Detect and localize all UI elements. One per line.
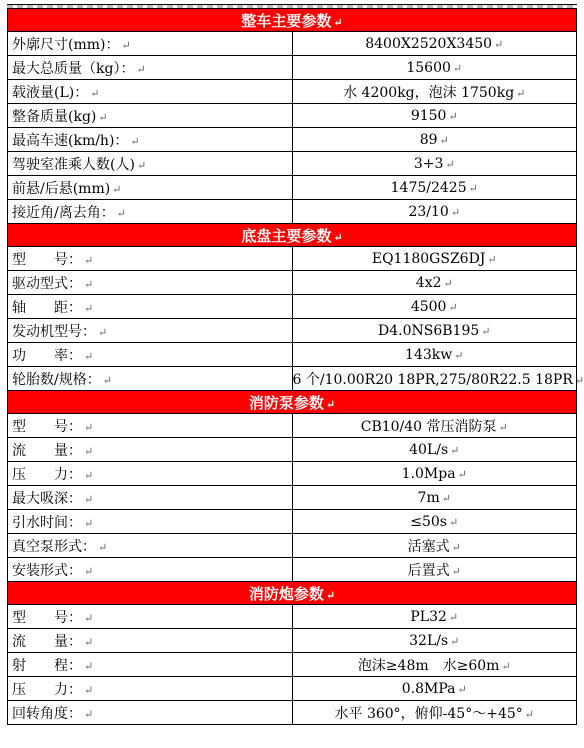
paragraph-mark-icon: ↵: [98, 540, 108, 554]
param-value: [292, 438, 577, 462]
param-value: [292, 701, 577, 725]
table-row: [8, 486, 577, 510]
paragraph-mark-icon: ↵: [84, 301, 94, 315]
param-label: [8, 319, 293, 343]
param-value: [292, 128, 577, 152]
paragraph-mark-icon: ↵: [325, 397, 336, 411]
paragraph-mark-icon: ↵: [333, 230, 343, 244]
param-label-text: 压 力：: [12, 466, 82, 483]
param-value-text: 89: [419, 131, 438, 148]
section-title-text: 整车主要参数: [241, 11, 332, 30]
param-value: [292, 80, 577, 104]
section-header: [8, 9, 577, 32]
table-row: [8, 128, 577, 152]
param-label: [8, 629, 293, 653]
paragraph-mark-icon: ↵: [454, 348, 464, 362]
table-row: [8, 200, 577, 224]
param-label-text: 功 率：: [12, 347, 82, 364]
param-label: [8, 414, 293, 438]
param-label-text: 引水时间：: [12, 514, 82, 531]
param-value-text: 15600: [406, 59, 451, 76]
param-value-text: 9150: [410, 107, 447, 124]
table-row: [8, 677, 577, 701]
param-value-text: 32L/s: [409, 632, 449, 649]
table-row: [8, 629, 577, 653]
param-label: [8, 80, 293, 104]
spec-table: [7, 8, 584, 725]
param-value-text: PL32: [410, 608, 447, 625]
param-label: [8, 176, 293, 200]
param-label: [8, 510, 293, 534]
param-value-text: D4.0NS6B195: [378, 322, 480, 339]
paragraph-mark-icon: ↵: [452, 61, 463, 75]
param-label-text: 型 号：: [12, 251, 82, 268]
param-label-text: 驾驶室准乘人数(人): [12, 156, 135, 173]
param-label-text: 回转角度：: [12, 705, 82, 722]
paragraph-mark-icon: ↵: [84, 444, 94, 458]
param-value: [292, 367, 584, 391]
paragraph-mark-icon: ↵: [84, 516, 94, 530]
param-label: [8, 343, 293, 367]
paragraph-mark-icon: ↵: [494, 37, 504, 51]
param-value-text: 后置式: [407, 562, 450, 579]
param-label-text: 接近角/离去角：: [12, 204, 115, 221]
paragraph-mark-icon: ↵: [481, 324, 491, 338]
paragraph-mark-icon: ↵: [457, 682, 467, 696]
param-value-text: 4500: [410, 298, 447, 315]
paragraph-mark-icon: ↵: [501, 659, 511, 673]
param-label: [8, 367, 293, 391]
param-label-text: 驱动型式：: [12, 275, 82, 292]
paragraph-mark-icon: ↵: [574, 373, 584, 387]
paragraph-mark-icon: ↵: [84, 611, 94, 625]
param-value-text: ≤50s: [410, 513, 447, 530]
paragraph-mark-icon: ↵: [457, 467, 467, 481]
param-value-text: 23/10: [408, 203, 449, 220]
param-value: [292, 677, 577, 701]
param-value-text: 0.8MPa: [401, 680, 456, 697]
section-title-text: 底盘主要参数: [241, 226, 332, 245]
table-row: [8, 605, 577, 629]
param-label: [8, 677, 293, 701]
param-label: [8, 438, 293, 462]
param-value-text: 40L/s: [409, 441, 449, 458]
table-row: [8, 367, 577, 391]
table-row: [8, 438, 577, 462]
param-value: [292, 558, 577, 582]
table-row: [8, 558, 577, 582]
param-value: [292, 534, 577, 558]
param-value-text: 7m: [417, 489, 440, 506]
table-row: [8, 319, 577, 343]
paragraph-mark-icon: ↵: [84, 468, 94, 482]
paragraph-mark-icon: ↵: [443, 276, 453, 290]
param-value-text: EQ1180GSZ6DJ: [371, 250, 486, 267]
param-label: [8, 152, 293, 176]
paragraph-mark-icon: ↵: [84, 659, 94, 673]
paragraph-mark-icon: ↵: [102, 373, 112, 387]
table-row: [8, 510, 577, 534]
param-value: [292, 152, 577, 176]
param-label-text: 真空泵形式：: [12, 538, 96, 555]
param-value: [292, 247, 577, 271]
paragraph-mark-icon: ↵: [136, 62, 146, 76]
param-value: [292, 343, 577, 367]
spec-sheet: [7, 4, 584, 725]
param-value: [292, 176, 577, 200]
paragraph-mark-icon: ↵: [449, 515, 459, 529]
table-row: [8, 80, 577, 104]
paragraph-mark-icon: ↵: [84, 564, 94, 578]
param-value: [292, 104, 577, 128]
param-label-text: 发动机型号：: [12, 323, 96, 340]
param-value: [292, 295, 577, 319]
param-value: [292, 200, 577, 224]
param-value: [292, 629, 577, 653]
paragraph-mark-icon: ↵: [448, 610, 459, 624]
paragraph-mark-icon: ↵: [130, 134, 140, 148]
param-value-text: 6 个/10.00R20 18PR,275/80R22.5 18PR: [292, 371, 573, 388]
section-title-text: 消防泵参数: [248, 393, 324, 412]
param-value: [292, 414, 577, 438]
paragraph-mark-icon: ↵: [112, 182, 122, 196]
param-label: [8, 56, 293, 80]
param-label: [8, 701, 293, 725]
param-value-text: 水平 360°，俯仰-45°～+45°: [334, 705, 523, 722]
param-value: [292, 510, 577, 534]
param-label-text: 安装形式：: [12, 562, 82, 579]
param-value-text: CB10/40 常压消防泵: [360, 418, 497, 435]
paragraph-mark-icon: ↵: [84, 349, 94, 363]
param-label: [8, 32, 293, 56]
section-title: [8, 9, 577, 32]
param-value: [292, 271, 577, 295]
param-value-text: 143kw: [405, 346, 453, 363]
paragraph-mark-icon: ↵: [450, 634, 460, 648]
param-label-text: 轴 距：: [12, 299, 82, 316]
param-value-text: 水 4200kg，泡沫 1750kg: [343, 84, 515, 101]
table-row: [8, 701, 577, 725]
param-label-text: 型 号：: [12, 609, 82, 626]
table-row: [8, 534, 577, 558]
param-label-text: 外廓尺寸(mm)：: [12, 36, 120, 53]
param-value-text: 泡沫≥48m 水≥60m: [357, 657, 500, 674]
section-title: [8, 582, 577, 605]
param-label-text: 最大吸深：: [12, 490, 82, 507]
param-label-text: 整备质量(kg): [12, 108, 97, 125]
paragraph-mark-icon: ↵: [524, 707, 534, 721]
paragraph-mark-icon: ↵: [450, 205, 461, 219]
param-value: [292, 486, 577, 510]
param-label-text: 前悬/后悬(mm): [12, 180, 111, 197]
paragraph-mark-icon: ↵: [441, 491, 451, 505]
paragraph-mark-icon: ↵: [84, 707, 94, 721]
table-row: [8, 247, 577, 271]
table-row: [8, 462, 577, 486]
paragraph-mark-icon: ↵: [84, 420, 94, 434]
section-header: [8, 582, 577, 605]
paragraph-mark-icon: ↵: [445, 157, 455, 171]
section-title-text: 消防炮参数: [248, 584, 324, 603]
paragraph-mark-icon: ↵: [333, 15, 343, 29]
paragraph-mark-icon: ↵: [439, 133, 449, 147]
param-label: [8, 271, 293, 295]
table-row: [8, 414, 577, 438]
param-value-text: 4x2: [415, 274, 442, 291]
param-label: [8, 605, 293, 629]
param-value: [292, 319, 577, 343]
param-label: [8, 462, 293, 486]
param-value-text: 活塞式: [407, 538, 450, 555]
paragraph-mark-icon: ↵: [84, 492, 94, 506]
table-row: [8, 152, 577, 176]
param-label: [8, 558, 293, 582]
param-label-text: 射 程：: [12, 657, 82, 674]
table-row: [8, 56, 577, 80]
paragraph-mark-icon: ↵: [84, 635, 94, 649]
param-value: [292, 462, 577, 486]
param-label: [8, 295, 293, 319]
param-label: [8, 486, 293, 510]
param-label: [8, 247, 293, 271]
param-label: [8, 128, 293, 152]
param-label-text: 最高车速(km/h)：: [12, 132, 129, 149]
param-value-text: 8400X2520X3450: [365, 35, 493, 52]
section-header: [8, 391, 577, 414]
paragraph-mark-icon: ↵: [116, 206, 126, 220]
paragraph-mark-icon: ↵: [84, 253, 94, 267]
paragraph-mark-icon: ↵: [448, 300, 458, 314]
paragraph-mark-icon: ↵: [451, 540, 461, 554]
param-value-text: 1.0Mpa: [401, 465, 456, 482]
paragraph-mark-icon: ↵: [451, 564, 461, 578]
paragraph-mark-icon: ↵: [450, 443, 460, 457]
section-title: [8, 391, 577, 414]
paragraph-mark-icon: ↵: [487, 252, 497, 266]
paragraph-mark-icon: ↵: [498, 420, 508, 434]
table-row: [8, 653, 577, 677]
param-value-text: 3+3: [413, 155, 444, 172]
param-label-text: 流 量：: [12, 633, 82, 650]
param-value: [292, 653, 577, 677]
param-label-text: 压 力：: [12, 681, 82, 698]
table-row: [8, 104, 577, 128]
param-label: [8, 200, 293, 224]
param-label: [8, 653, 293, 677]
param-label-text: 流 量：: [12, 442, 82, 459]
param-label-text: 载液量(L)：: [12, 84, 89, 101]
paragraph-mark-icon: ↵: [448, 109, 458, 123]
paragraph-mark-icon: ↵: [84, 277, 94, 291]
paragraph-mark-icon: ↵: [121, 38, 131, 52]
paragraph-mark-icon: ↵: [84, 683, 94, 697]
paragraph-mark-icon: ↵: [468, 181, 478, 195]
table-row: [8, 176, 577, 200]
paragraph-mark-icon: ↵: [98, 110, 108, 124]
param-value-text: 1475/2425: [390, 179, 467, 196]
param-label: [8, 534, 293, 558]
param-value: [292, 56, 577, 80]
paragraph-mark-icon: ↵: [136, 158, 147, 172]
paragraph-mark-icon: ↵: [516, 86, 526, 100]
paragraph-mark-icon: ↵: [98, 325, 108, 339]
table-row: [8, 295, 577, 319]
param-label-text: 最大总质量（kg）：: [12, 60, 135, 77]
param-label-text: 型 号：: [12, 418, 82, 435]
param-value: [292, 605, 577, 629]
param-value: [292, 32, 577, 56]
paragraph-mark-icon: ↵: [325, 588, 336, 602]
paragraph-mark-icon: ↵: [90, 86, 100, 100]
param-label: [8, 104, 293, 128]
spec-table-body: [8, 9, 584, 725]
section-header: [8, 224, 577, 247]
section-title: [8, 224, 577, 247]
table-row: [8, 271, 577, 295]
table-row: [8, 32, 577, 56]
param-label-text: 轮胎数/规格：: [12, 371, 101, 388]
table-row: [8, 343, 577, 367]
